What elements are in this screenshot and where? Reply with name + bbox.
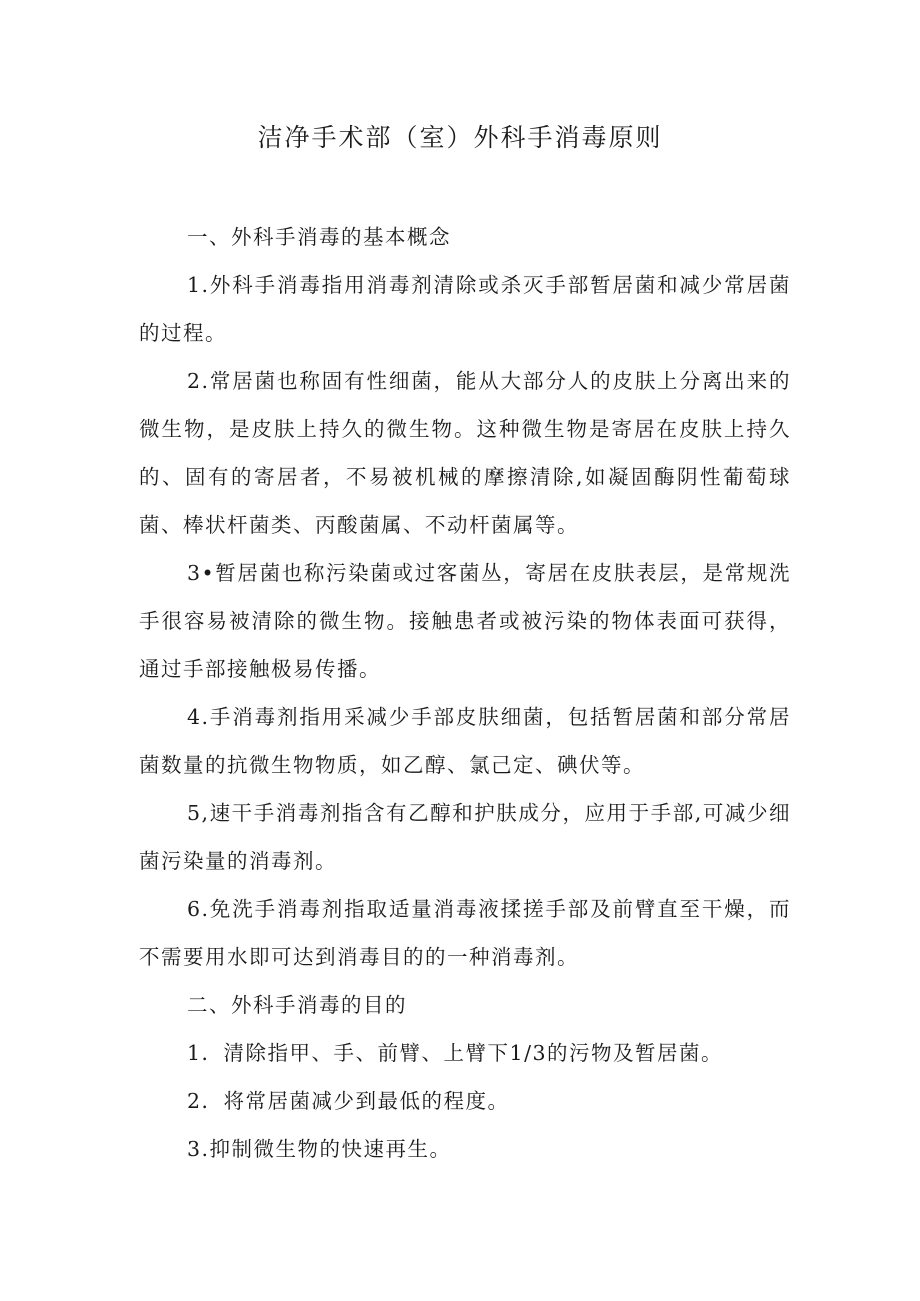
paragraph-hand-antiseptic: 4.手消毒剂指用采减少手部皮肤细菌，包括暂居菌和部分常居菌数量的抗微生物物质，如乙醇、氯己定、碘伏等。 — [139, 705, 791, 777]
document-title: 洁净手术部（室）外科手消毒原则 — [257, 123, 663, 152]
document-body — [139, 213, 791, 1173]
paragraph-surgical-hand-disinfection: 1.外科手消毒指用消毒剂清除或杀灭手部暂居菌和减少常居菌的过程。 — [139, 273, 791, 345]
paragraph-waterless-antiseptic: 6.免洗手消毒剂指取适量消毒液揉搓手部及前臂直至干燥，而不需要用水即可达到消毒目的的一种消毒剂。 — [139, 897, 791, 969]
paragraph-resident-flora: 2.常居菌也称固有性细菌，能从大部分人的皮肤上分离出来的微生物，是皮肤上持久的微生物。这种微生物是寄居在皮肤上持久的、固有的寄居者，不易被机械的摩擦清除,如凝固酶阴性葡萄球菌、棒状杆菌类、丙酸菌属、不动杆菌属等。 — [139, 369, 791, 537]
section-heading-basic-concepts: 一、外科手消毒的基本概念 — [187, 225, 451, 249]
section-heading-purpose: 二、外科手消毒的目的 — [187, 993, 407, 1017]
list-item-purpose-2: 2．将常居菌减少到最低的程度。 — [187, 1089, 510, 1113]
paragraph-transient-flora: 3•暂居菌也称污染菌或过客菌丛，寄居在皮肤表层，是常规洗手很容易被清除的微生物。接触患者或被污染的物体表面可获得，通过手部接触极易传播。 — [139, 561, 791, 681]
list-item-purpose-3: 3.抑制微生物的快速再生。 — [187, 1137, 452, 1161]
list-item-purpose-1: 1．清除指甲、手、前臂、上臂下1/3的污物及暂居菌。 — [187, 1041, 724, 1065]
paragraph-quick-dry-antiseptic: 5,速干手消毒剂指含有乙醇和护肤成分，应用于手部,可减少细菌污染量的消毒剂。 — [139, 801, 791, 873]
